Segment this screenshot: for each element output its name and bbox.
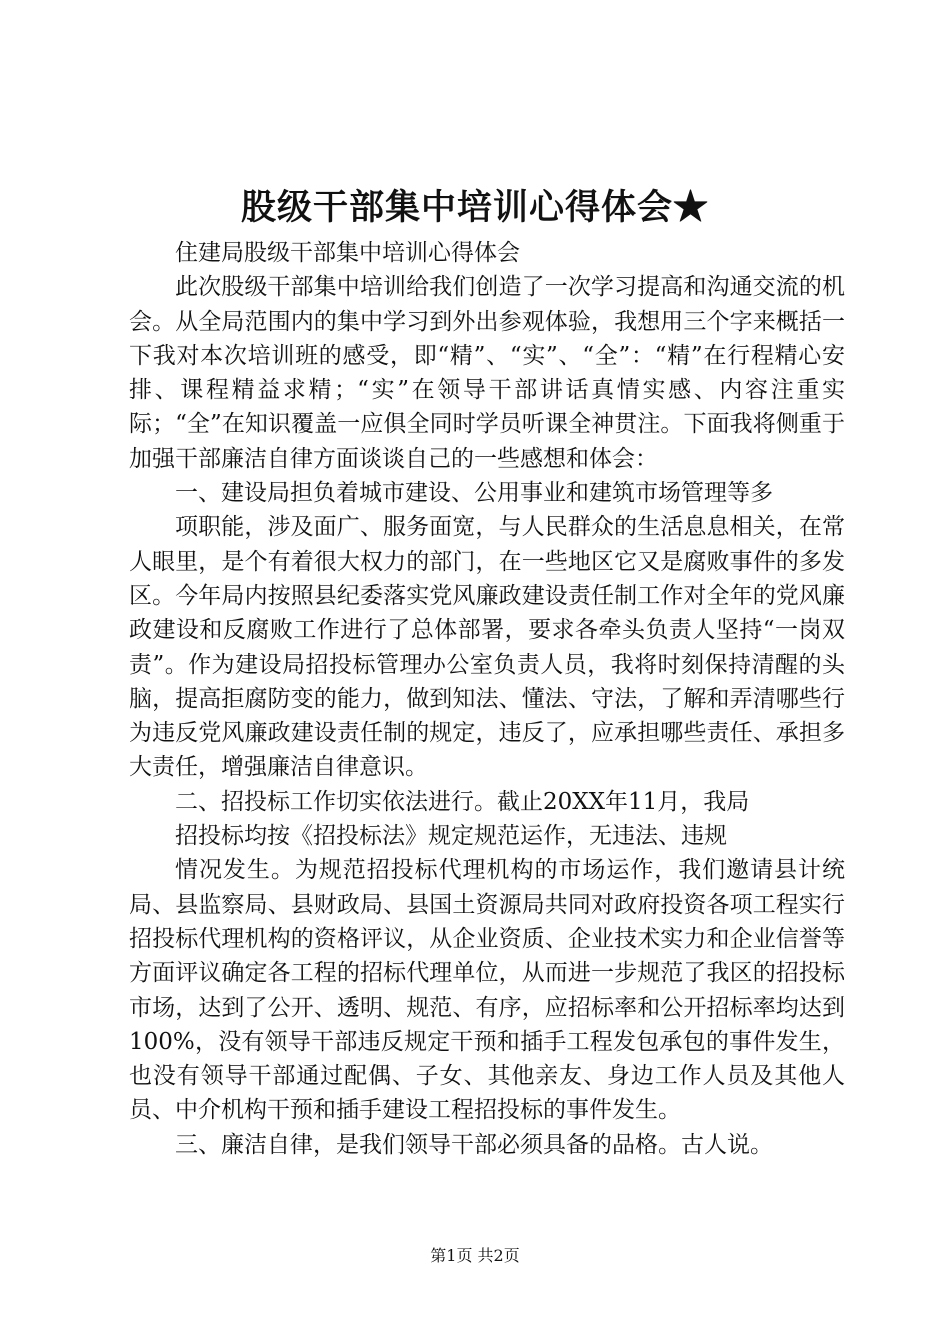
page-number-footer: 第1页 共2页 [430,1246,520,1265]
body-paragraph: 招投标均按《招投标法》规定规范运作，无违法、违规 [175,823,727,850]
document-body [129,236,845,1162]
subtitle-paragraph: 住建局股级干部集中培训心得体会 [175,240,520,266]
body-paragraph: 项职能，涉及面广、服务面宽，与人民群众的生活息息相关，在常人眼里，是个有着很大权力的部门，在一些地区它又是腐败事件的多发区。今年局内按照县纪委落实党风廉政建设责任制工作对全年的党风廉政建设和反腐败工作进行了总体部署，要求各牵头负责人坚持“一岗双责”。作为建设局招投标管理办公室负责人员，我将时刻保持清醒的头脑，提高拒腐防变的能力，做到知法、懂法、守法，了解和弄清哪些行为违反党风廉政建设责任制的规定，违反了，应承担哪些责任、承担多大责任，增强廉洁自律意识。 [129,514,845,781]
body-paragraph: 情况发生。为规范招投标代理机构的市场运作，我们邀请县计统局、县监察局、县财政局、县国土资源局共同对政府投资各项工程实行招投标代理机构的资格评议，从企业资质、企业技术实力和企业信誉等方面评议确定各工程的招标代理单位，从而进一步规范了我区的招投标市场，达到了公开、透明、规范、有序，应招标率和公开招标率均达到100%，没有领导干部违反规定干预和插手工程发包承包的事件发生，也没有领导干部通过配偶、子女、其他亲友、身边工作人员及其他人员、中介机构干预和插手建设工程招投标的事件发生。 [129,857,845,1124]
body-paragraph: 三、廉洁自律，是我们领导干部必须具备的品格。古人说。 [175,1131,773,1158]
body-paragraph: 一、建设局担负着城市建设、公用事业和建筑市场管理等多 [175,480,773,507]
document-title: 股级干部集中培训心得体会★ [240,187,709,228]
body-paragraph: 此次股级干部集中培训给我们创造了一次学习提高和沟通交流的机会。从全局范围内的集中学习到外出参观体验，我想用三个字来概括一下我对本次培训班的感受，即“精”、“实”、“全”：“精”在行程精心安排、课程精益求精；“实”在领导干部讲话真情实感、内容注重实际；“全”在知识覆盖一应俱全同时学员听课全神贯注。下面我将侧重于加强干部廉洁自律方面谈谈自己的一些感想和体会： [129,274,845,472]
body-paragraph: 二、招投标工作切实依法进行。截止20XX年11月，我局 [175,788,750,815]
